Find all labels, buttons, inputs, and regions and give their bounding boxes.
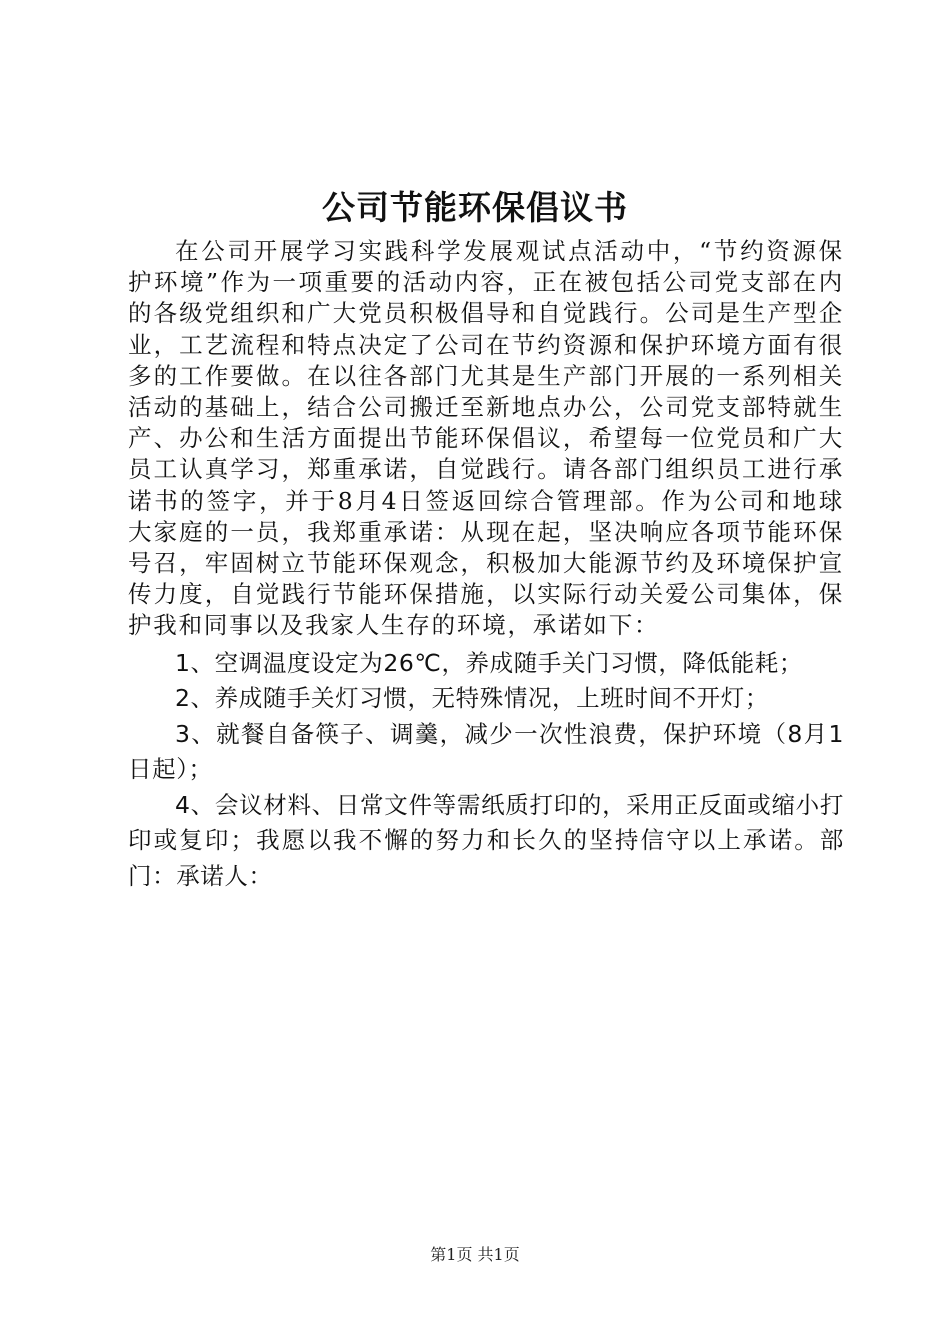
document-title: 公司节能环保倡议书 <box>322 188 628 227</box>
signature-line: 部门：承诺人： <box>128 826 844 890</box>
commitment-item-4-text: 4、会议材料、日常文件等需纸质打印的，采用正反面或缩小打印或复印；我愿以我不懈的努力和长久的坚持信守以上承诺。 <box>128 790 844 855</box>
document-body <box>128 236 844 894</box>
commitment-item-3: 3、就餐自备筷子、调羹，减少一次性浪费，保护环境（8月1日起）； <box>128 719 844 784</box>
commitment-item-2: 2、养成随手关灯习惯，无特殊情况，上班时间不开灯； <box>175 684 769 713</box>
commitment-item-4 <box>128 788 844 895</box>
intro-paragraph: 在公司开展学习实践科学发展观试点活动中，“节约资源保护环境”作为一项重要的活动内容，正在被包括公司党支部在内的各级党组织和广大党员积极倡导和自觉践行。公司是生产型企业，工艺流程和特点决定了公司在节约资源和保护环境方面有很多的工作要做。在以往各部门尤其是生产部门开展的一系列相关活动的基础上，结合公司搬迁至新地点办公，公司党支部特就生产、办公和生活方面提出节能环保倡议，希望每一位党员和广大员工认真学习，郑重承诺，自觉践行。请各部门组织员工进行承诺书的签字，并于8月4日签返回综合管理部。作为公司和地球大家庭的一员，我郑重承诺：从现在起，坚决响应各项节能环保号召，牢固树立节能环保观念，积极加大能源节约及环境保护宣传力度，自觉践行节能环保措施，以实际行动关爱公司集体，保护我和同事以及我家人生存的环境，承诺如下： <box>128 237 844 640</box>
page-number-footer: 第1页 共1页 <box>430 1245 520 1264</box>
commitment-item-1: 1、空调温度设定为26℃，养成随手关门习惯，降低能耗； <box>175 648 803 677</box>
